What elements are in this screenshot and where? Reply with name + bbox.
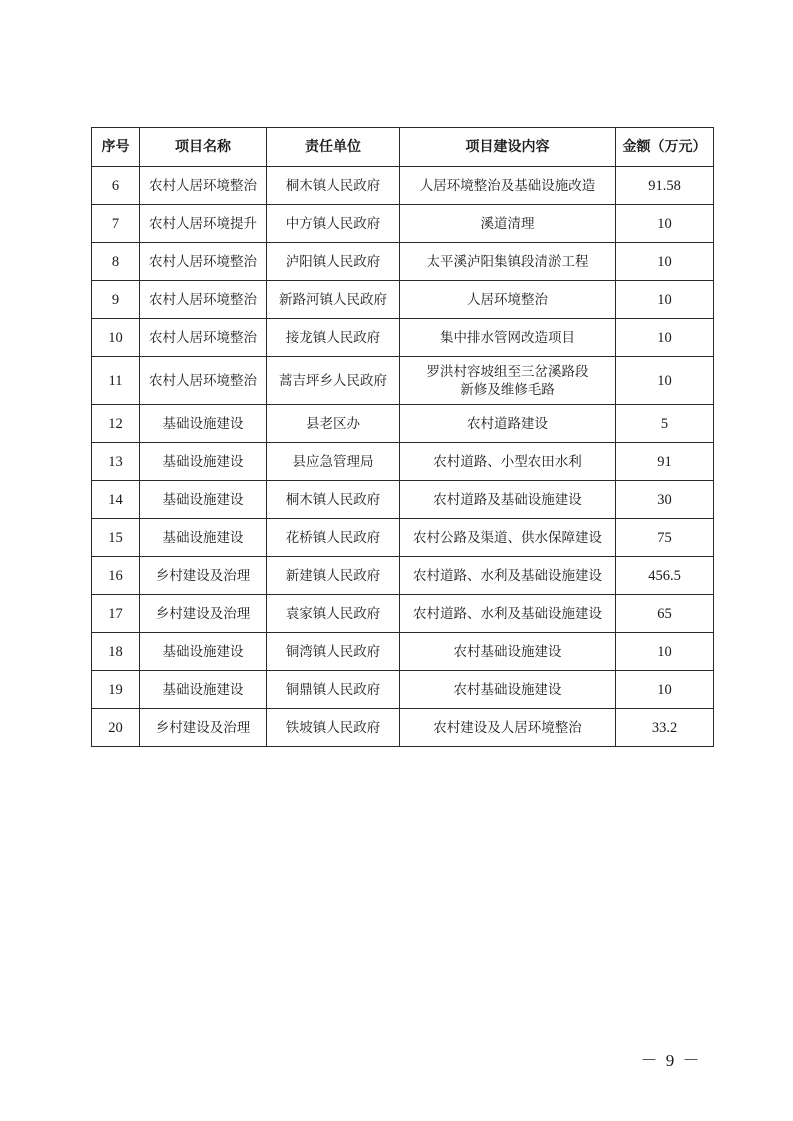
cell-index: 9: [92, 281, 140, 319]
cell-amount: 5: [616, 405, 714, 443]
cell-index: 8: [92, 243, 140, 281]
cell-project-content: 农村道路、小型农田水利: [400, 443, 616, 481]
table-row: [92, 671, 714, 709]
cell-amount: 30: [616, 481, 714, 519]
table-row: [92, 633, 714, 671]
cell-responsible-unit: 铜湾镇人民政府: [267, 633, 400, 671]
cell-index: 19: [92, 671, 140, 709]
cell-project-name: 基础设施建设: [140, 671, 267, 709]
cell-amount: 10: [616, 281, 714, 319]
cell-project-content: 人居环境整治及基础设施改造: [400, 167, 616, 205]
cell-project-content: 农村基础设施建设: [400, 633, 616, 671]
cell-project-content: 农村道路建设: [400, 405, 616, 443]
cell-responsible-unit: 铁坡镇人民政府: [267, 709, 400, 747]
table-row: [92, 319, 714, 357]
cell-project-name: 农村人居环境整治: [140, 319, 267, 357]
cell-content-line-1: 罗洪村容坡组至三岔溪路段: [426, 363, 589, 380]
cell-amount: 10: [616, 671, 714, 709]
cell-index: 12: [92, 405, 140, 443]
cell-project-name: 农村人居环境整治: [140, 243, 267, 281]
cell-index: 13: [92, 443, 140, 481]
cell-responsible-unit: 花桥镇人民政府: [267, 519, 400, 557]
cell-responsible-unit: 泸阳镇人民政府: [267, 243, 400, 281]
table-row: [92, 709, 714, 747]
cell-index: 15: [92, 519, 140, 557]
table-row: [92, 557, 714, 595]
header-responsible-unit: 责任单位: [267, 128, 400, 167]
table-row: [92, 405, 714, 443]
cell-project-name: 农村人居环境整治: [140, 357, 267, 405]
cell-project-name: 基础设施建设: [140, 443, 267, 481]
cell-project-content: 农村公路及渠道、供水保障建设: [400, 519, 616, 557]
cell-project-name: 基础设施建设: [140, 481, 267, 519]
table-row: [92, 443, 714, 481]
table-header-row: [92, 128, 714, 167]
table-row: [92, 167, 714, 205]
cell-project-content: 农村道路、水利及基础设施建设: [400, 595, 616, 633]
cell-project-content: 农村道路、水利及基础设施建设: [400, 557, 616, 595]
cell-index: 16: [92, 557, 140, 595]
cell-project-content: 农村道路及基础设施建设: [400, 481, 616, 519]
cell-project-content: 溪道清理: [400, 205, 616, 243]
cell-project-content: 人居环境整治: [400, 281, 616, 319]
cell-responsible-unit: 接龙镇人民政府: [267, 319, 400, 357]
header-project-content: 项目建设内容: [400, 128, 616, 167]
cell-project-name: 农村人居环境提升: [140, 205, 267, 243]
cell-amount: 75: [616, 519, 714, 557]
cell-project-name: 乡村建设及治理: [140, 709, 267, 747]
cell-index: 6: [92, 167, 140, 205]
cell-responsible-unit: 县老区办: [267, 405, 400, 443]
table-row: [92, 281, 714, 319]
cell-index: 14: [92, 481, 140, 519]
cell-index: 17: [92, 595, 140, 633]
cell-project-content: 农村建设及人居环境整治: [400, 709, 616, 747]
cell-amount: 91.58: [616, 167, 714, 205]
cell-responsible-unit: 袁家镇人民政府: [267, 595, 400, 633]
cell-responsible-unit: 铜鼎镇人民政府: [267, 671, 400, 709]
cell-responsible-unit: 新路河镇人民政府: [267, 281, 400, 319]
cell-amount: 33.2: [616, 709, 714, 747]
table-row: [92, 481, 714, 519]
cell-project-name: 农村人居环境整治: [140, 281, 267, 319]
header-index: 序号: [92, 128, 140, 167]
cell-index: 7: [92, 205, 140, 243]
cell-amount: 10: [616, 633, 714, 671]
cell-project-content: 集中排水管网改造项目: [400, 319, 616, 357]
cell-amount: 10: [616, 205, 714, 243]
header-amount: 金额（万元）: [616, 128, 714, 167]
page-number: － 9 －: [640, 1051, 702, 1070]
cell-amount: 10: [616, 319, 714, 357]
cell-responsible-unit: 桐木镇人民政府: [267, 481, 400, 519]
cell-responsible-unit: 桐木镇人民政府: [267, 167, 400, 205]
cell-amount: 91: [616, 443, 714, 481]
table-row: [92, 595, 714, 633]
cell-responsible-unit: 新建镇人民政府: [267, 557, 400, 595]
cell-index: 10: [92, 319, 140, 357]
cell-content-line-2: 新修及维修毛路: [460, 381, 555, 398]
cell-project-name: 基础设施建设: [140, 633, 267, 671]
cell-project-name: 农村人居环境整治: [140, 167, 267, 205]
cell-responsible-unit: 县应急管理局: [267, 443, 400, 481]
cell-project-name: 乡村建设及治理: [140, 595, 267, 633]
cell-amount: 10: [616, 357, 714, 405]
cell-amount: 65: [616, 595, 714, 633]
cell-amount: 10: [616, 243, 714, 281]
cell-project-content: 太平溪泸阳集镇段清淤工程: [400, 243, 616, 281]
cell-index: 20: [92, 709, 140, 747]
header-project-name: 项目名称: [140, 128, 267, 167]
cell-project-name: 乡村建设及治理: [140, 557, 267, 595]
table-row: [92, 519, 714, 557]
cell-responsible-unit: 中方镇人民政府: [267, 205, 400, 243]
cell-project-content: [400, 357, 616, 405]
cell-index: 11: [92, 357, 140, 405]
cell-project-name: 基础设施建设: [140, 519, 267, 557]
cell-project-name: 基础设施建设: [140, 405, 267, 443]
table-row: [92, 243, 714, 281]
table-row: [92, 357, 714, 405]
table-row: [92, 205, 714, 243]
cell-project-content: 农村基础设施建设: [400, 671, 616, 709]
cell-index: 18: [92, 633, 140, 671]
cell-responsible-unit: 蒿吉坪乡人民政府: [267, 357, 400, 405]
project-table: [91, 127, 714, 747]
cell-amount: 456.5: [616, 557, 714, 595]
